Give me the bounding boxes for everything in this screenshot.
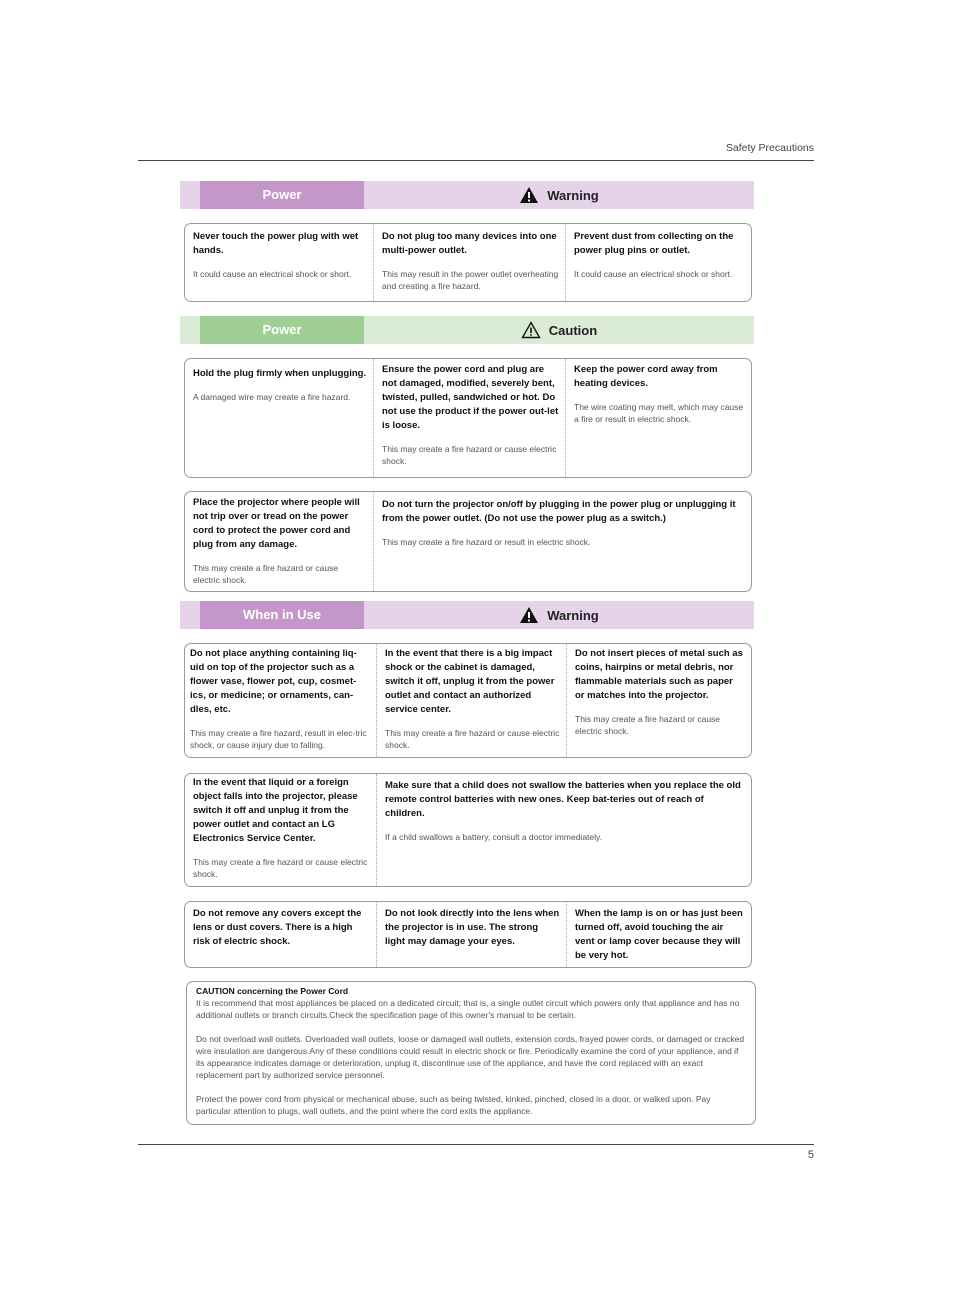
item-heading: Do not insert pieces of metal such as coins, hairpins or metal debris, nor flammable materials such as paper or matches into the projector. — [575, 648, 743, 701]
item-cell — [566, 902, 751, 967]
item-cell — [373, 359, 565, 477]
item-heading: In the event that there is a big impact shock or the cabinet is damaged, switch it off, unplug it from the power outlet and contact an authorized service center. — [385, 648, 555, 715]
warning-icon — [519, 606, 539, 624]
item-detail: This may create a fire hazard or cause electric shock. — [575, 714, 721, 736]
item-detail: If a child swallows a battery, consult a doctor immediately. — [385, 832, 602, 842]
item-heading: Keep the power cord away from heating devices. — [574, 364, 718, 389]
section-label — [364, 181, 754, 209]
item-detail: It could cause an electrical shock or short. — [574, 269, 733, 279]
section-label-text: Warning — [547, 187, 599, 203]
section-label — [364, 601, 754, 629]
section-tab: When in Use — [200, 601, 364, 629]
caution-icon — [521, 321, 541, 339]
cord-caution-title: CAUTION concerning the Power Cord — [196, 986, 349, 996]
item-cell — [566, 644, 751, 757]
cord-caution-paragraph: Protect the power cord from physical or mechanical abuse, such as being twisted, kinked, pinched, closed in a door, or walked upon. Pay particular attention to plugs, wall outlets, and the point where the cord exits the appliance. — [196, 1094, 711, 1116]
item-detail: This may create a fire hazard or cause electric shock. — [385, 728, 560, 750]
cord-caution-box — [186, 981, 756, 1125]
item-detail: This may create a fire hazard, result in elec-tric shock, or cause injury due to falling. — [190, 728, 367, 750]
section-label — [364, 316, 754, 344]
section-tab: Power — [200, 181, 364, 209]
power-caution-box-2 — [184, 491, 752, 592]
item-heading: Do not plug too many devices into one multi-power outlet. — [382, 231, 557, 256]
item-heading: Prevent dust from collecting on the power plug pins or outlet. — [574, 231, 734, 256]
section-bar-power-warning — [180, 181, 754, 209]
item-cell — [185, 492, 373, 591]
item-heading: In the event that liquid or a foreign object falls into the projector, please switch it off and unplug it from the power outlet and contact an LG Electronics Service Center. — [193, 777, 358, 844]
page-number: 5 — [807, 1149, 814, 1161]
item-cell — [185, 644, 376, 757]
item-detail: This may create a fire hazard or cause electric shock. — [193, 857, 368, 879]
section-label-text: Warning — [547, 607, 599, 623]
item-cell — [376, 644, 566, 757]
item-cell — [373, 492, 751, 591]
running-header: Safety Precautions — [725, 142, 814, 154]
item-cell — [565, 224, 751, 301]
section-bar-use-warning — [180, 601, 754, 629]
use-warning-box-3 — [184, 901, 752, 968]
warning-icon — [519, 186, 539, 204]
cord-caution-paragraph: Do not overload wall outlets. Overloaded wall outlets, loose or damaged wall outlets, extension cords, frayed power cords, or damaged or cracked wire insulation are dangerous.Any of these conditions could result in electric shock or fire. Periodically examine the cord of your appliance, and if its appearance indicates damage or deterioration, unplug it, discontinue use of the appliance, and have the cord replaced with an exact replacement part by authorized service personnel. — [196, 1034, 745, 1080]
item-cell — [565, 359, 751, 477]
cord-caution-paragraph: It is recommend that most appliances be placed on a dedicated circuit; that is, a single outlet circuit which powers only that appliance and has no additional outlets or branch circuits.Check the specification page of this owner's manual to be certain. — [196, 998, 740, 1020]
section-tab: Power — [200, 316, 364, 344]
footer-rule — [138, 1144, 814, 1145]
item-heading: Make sure that a child does not swallow the batteries when you replace the old remote control batteries with new ones. Keep bat-teries out of reach of children. — [385, 780, 741, 819]
item-heading: Ensure the power cord and plug are not damaged, modified, severely bent, twisted, pulled, sandwiched or hot. Do not use the product if the power out-let is loose. — [382, 364, 559, 431]
item-heading: Do not turn the projector on/off by plugging in the power plug or unplugging it from the power outlet. (Do not use the power plug as a switch.) — [382, 499, 736, 524]
item-detail: This may create a fire hazard or cause electric shock. — [382, 444, 557, 466]
item-heading: Do not remove any covers except the lens or dust covers. There is a high risk of electric shock. — [193, 908, 362, 947]
section-bar-power-caution — [180, 316, 754, 344]
item-heading: Do not look directly into the lens when the projector is in use. The strong light may damage your eyes. — [385, 908, 560, 947]
item-detail: This may create a fire hazard or cause electric shock. — [193, 563, 339, 585]
item-cell — [185, 359, 373, 477]
item-detail: A damaged wire may create a fire hazard. — [193, 392, 351, 402]
header-rule — [138, 160, 814, 161]
item-detail: This may create a fire hazard or result in electric shock. — [382, 537, 591, 547]
power-caution-box-1 — [184, 358, 752, 478]
item-cell — [376, 902, 566, 967]
item-cell — [376, 774, 751, 886]
item-cell — [373, 224, 565, 301]
use-warning-box-2 — [184, 773, 752, 887]
item-cell — [185, 224, 373, 301]
item-heading: Place the projector where people will not trip over or tread on the power cord to protect the power cord and plug from any damage. — [193, 497, 360, 550]
use-warning-box-1 — [184, 643, 752, 758]
item-heading: Never touch the power plug with wet hands. — [193, 231, 359, 256]
item-heading: Hold the plug firmly when unplugging. — [193, 368, 367, 379]
section-label-text: Caution — [548, 322, 598, 338]
item-detail: It could cause an electrical shock or short. — [193, 269, 352, 279]
item-detail: The wire coating may melt, which may cause a fire or result in electric shock. — [574, 402, 744, 424]
item-heading: When the lamp is on or has just been turned off, avoid touching the air vent or lamp cover because they will be very hot. — [575, 908, 743, 961]
power-warning-box — [184, 223, 752, 302]
item-cell — [185, 902, 376, 967]
item-detail: This may result in the power outlet overheating and creating a fire hazard. — [382, 269, 559, 291]
item-cell — [185, 774, 376, 886]
item-heading: Do not place anything containing liq-uid on top of the projector such as a flower vase, flower pot, cup, cosmet-ics, or medicine; or ornaments, can-dles, etc. — [190, 648, 357, 715]
